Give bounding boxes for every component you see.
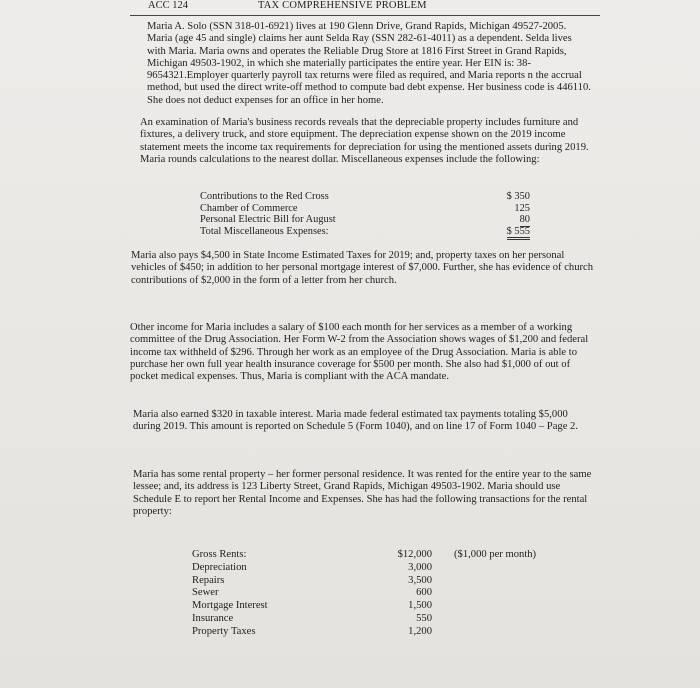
rental-amount: 1,500 — [408, 600, 432, 612]
misc-expense-row — [200, 214, 530, 226]
rental-amount: 3,500 — [408, 574, 432, 586]
rental-row — [192, 562, 602, 575]
rental-row — [192, 549, 602, 562]
rental-label: Sewer — [192, 587, 219, 599]
rental-label: Insurance — [192, 612, 234, 624]
misc-expense-label: Contributions to the Red Cross — [200, 191, 329, 202]
misc-expense-row — [200, 191, 530, 203]
rental-amount: $12,000 — [397, 549, 432, 560]
misc-expense-amount: 80 — [519, 214, 530, 225]
rental-amount: 550 — [416, 612, 432, 624]
rental-label: Mortgage Interest — [192, 600, 268, 612]
course-code: ACC 124 — [148, 0, 188, 11]
other-income-paragraph: Other income for Maria includes a salary of $100 each month for her services as a member of a working committee of the Drug Association. Her Form W-2 from the Association shows wages of $1,200 and federal income tax withheld of $296. Through her work as an employee of the Drug Association. Maria is able to purchase her own full year health insurance coverage for $500 per month. She also had $1,000 of out of pocket medical expenses. Thus, Maria is compliant with the ACA mandate. — [130, 322, 589, 383]
rental-transactions-table — [192, 549, 602, 639]
rental-row — [192, 613, 602, 626]
rental-amount: 3,000 — [408, 561, 432, 573]
misc-expense-total-amount: $ 555 — [507, 226, 530, 241]
rental-row — [192, 600, 602, 613]
misc-expense-label: Chamber of Commerce — [200, 202, 298, 214]
document-title: TAX COMPREHENSIVE PROBLEM — [258, 0, 427, 11]
misc-expense-row — [200, 203, 530, 215]
misc-expense-total-row — [200, 226, 530, 238]
rental-label: Repairs — [192, 574, 225, 586]
misc-expenses-table — [200, 191, 530, 237]
taxes-paragraph: Maria also pays $4,500 in State Income Estimated Taxes for 2019; and, property taxes on her personal vehicles of $450; in addition to her personal mortgage interest of $7,000. Further, she has evidence of church contributions of $2,000 in the form of a letter from her church. — [131, 250, 594, 286]
rental-row — [192, 575, 602, 588]
rental-amount: 1,200 — [408, 625, 432, 637]
rental-label: Property Taxes — [192, 625, 256, 637]
page-header — [130, 0, 600, 16]
interest-paragraph: Maria also earned $320 in taxable interest. Maria made federal estimated tax payments totaling $5,000 during 2019. This amount is reported on Schedule 5 (Form 1040), and on line 17 of Form 1040 – Page 2. — [133, 409, 578, 433]
misc-expense-total-label: Total Miscellaneous Expenses: — [200, 225, 329, 237]
misc-expense-label: Personal Electric Bill for August — [200, 214, 336, 225]
rental-label: Depreciation — [192, 561, 247, 573]
rental-property-paragraph: Maria has some rental property – her former personal residence. It was rented for the entire year to the same lessee; and, its address is 123 Liberty Street, Grand Rapids, Michigan 49503-1902. Maria should use Schedule E to report her Rental Income and Expenses. She has had the following transactions for the rental property: — [133, 469, 592, 517]
intro-paragraph: Maria A. Solo (SSN 318-01-6921) lives at 190 Glenn Drive, Grand Rapids, Michigan 49527-2005. Maria (age 45 and single) claims her aunt Selda Ray (SSN 282-61-4011) as a dependent. Selda lives with Maria. Maria owns and operates the Reliable Drug Store at 1816 First Street in Grand Rapids, Michigan 49503-1902, in which she materially participates the entire year. Her EIN is: 38-9654321.Employer quarterly payroll tax returns were filed as required, and Maria reports n the accrual method, but used the direct write-off method to compute bad debt expense. Her business code is 446110. She does not deduct expenses for an office in her home. — [147, 21, 591, 106]
rental-label: Gross Rents: — [192, 549, 247, 560]
misc-expense-amount: $ 350 — [506, 191, 530, 202]
business-records-paragraph: An examination of Maria's business records reveals that the depreciable property includes furniture and fixtures, a delivery truck, and store equipment. The depreciation expense shown on the 2019 income statement meets the income tax requirements for depreciation for using the mentioned assets during 2019. Maria rounds calculations to the nearest dollar. Miscellaneous expenses include the following: — [140, 117, 589, 165]
rental-note: ($1,000 per month) — [454, 549, 537, 560]
misc-expense-amount: 125 — [514, 202, 530, 214]
rental-amount: 600 — [416, 587, 432, 599]
rental-row — [192, 587, 602, 600]
rental-row — [192, 626, 602, 639]
